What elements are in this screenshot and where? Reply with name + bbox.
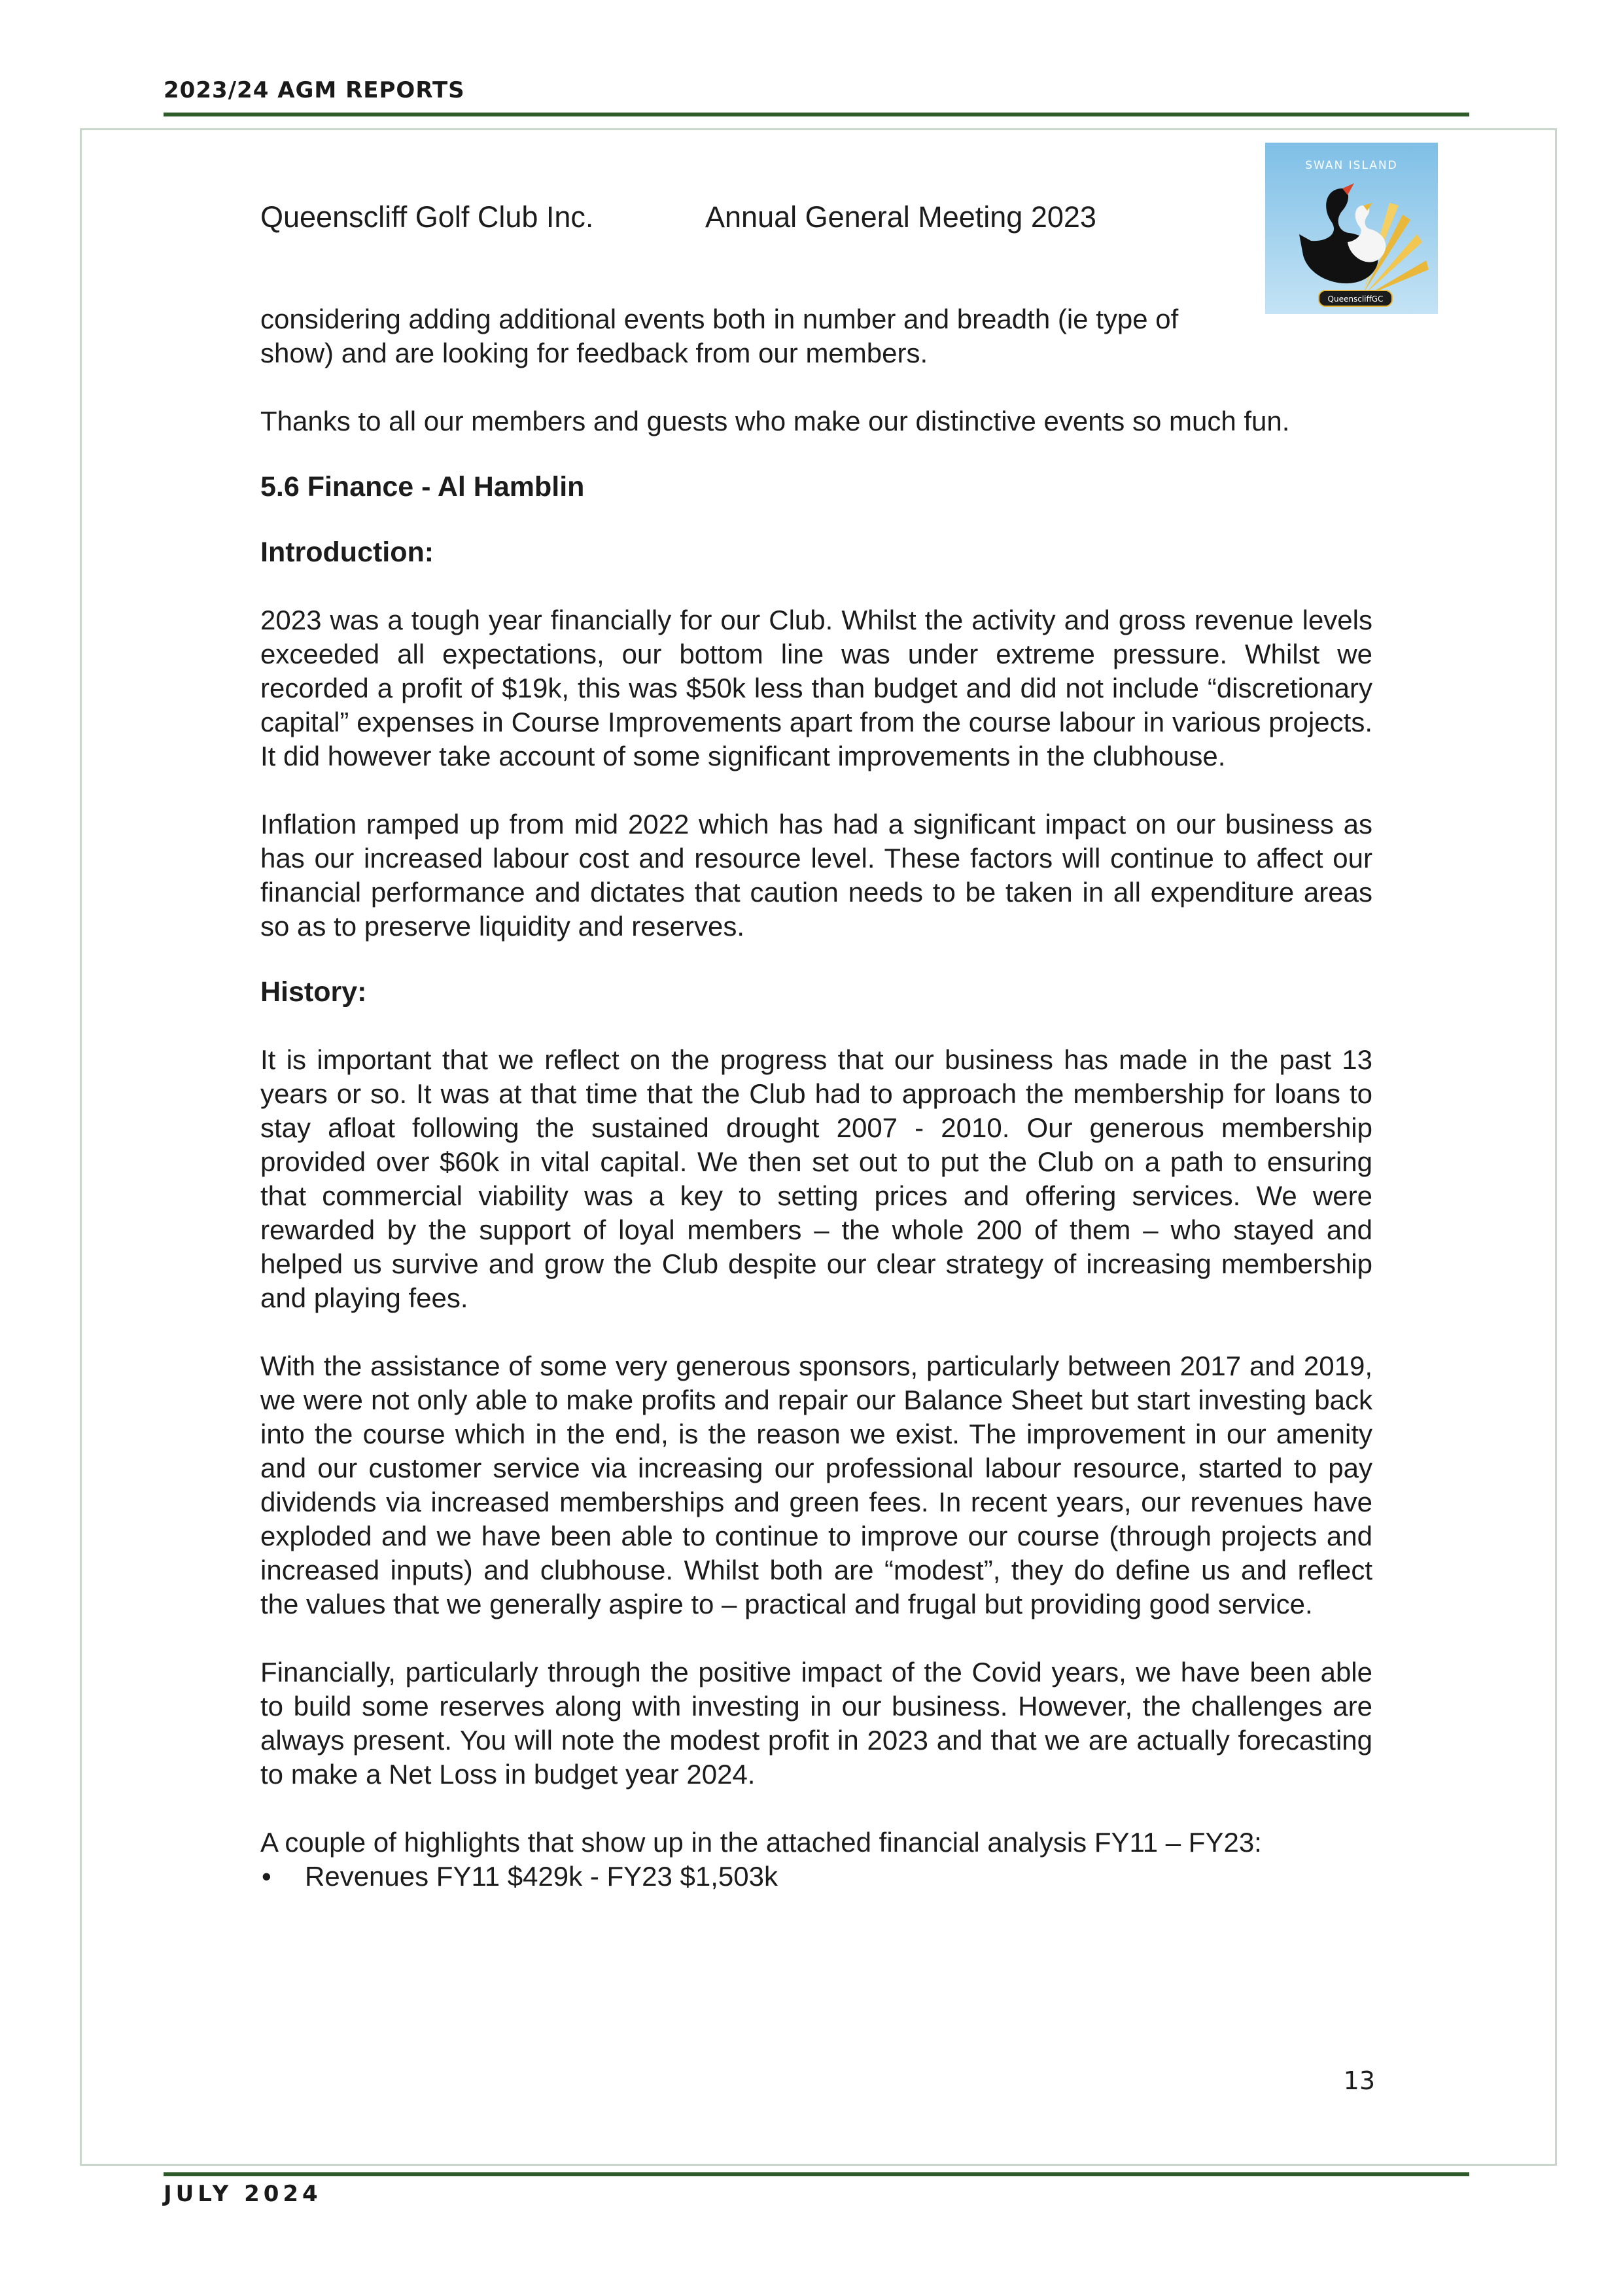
- page-number: 13: [1343, 2066, 1375, 2095]
- swan-island-logo: [1265, 143, 1438, 314]
- list-item: [260, 1860, 1372, 1894]
- history-paragraph-1: It is important that we reflect on the progress that our business has made in the past 13 years or so. It was at that time that the Club had to approach the membership for loans to stay afloat following the sustained drought 2007 - 2010. Our generous membership provided over $60k in vital capital. We then set out to put the Club on a path to ensuring that commercial viability was a key to setting prices and offering services. We were rewarded by the support of loyal members – the whole 200 of them – who stayed and helped us survive and grow the Club despite our clear strategy of increasing membership and playing fees.: [260, 1044, 1372, 1313]
- bullet-icon: •: [262, 1861, 271, 1892]
- highlights-intro: A couple of highlights that show up in the attached financial analysis FY11 – FY23:: [260, 1827, 1262, 1858]
- logo-bottom-text: QueenscliffGC: [1327, 294, 1384, 304]
- thanks-paragraph: Thanks to all our members and guests who make our distinctive events so much fun.: [260, 406, 1290, 436]
- footer-rule: [164, 2172, 1469, 2176]
- header-rule: [164, 113, 1469, 116]
- organization-name: Queenscliff Golf Club Inc.: [260, 200, 594, 234]
- introduction-paragraph-1: 2023 was a tough year financially for our Club. Whilst the activity and gross revenue levels exceeded all expectations, our bottom line was under extreme pressure. Whilst we recorded a profit of $19k, this was $50k less than budget and did not include “discretionary capital” expenses in Course Improvements apart from the course labour in various projects. It did however take account of some significant improvements in the clubhouse.: [260, 605, 1372, 771]
- section-title: 5.6 Finance - Al Hamblin: [260, 471, 585, 503]
- footer-date: JULY 2024: [164, 2181, 322, 2207]
- highlights-list: [260, 1860, 1372, 1894]
- report-body: [260, 302, 1372, 1894]
- history-paragraph-2: With the assistance of some very generous sponsors, particularly between 2017 and 2019, we were not only able to make profits and repair our Balance Sheet but start investing back into the course which in the end, is the reason we exist. The improvement in our amenity and our customer service via increasing our professional labour resource, started to pay dividends via increased memberships and green fees. In recent years, our revenues have exploded and we have been able to continue to improve our course (through projects and increased inputs) and clubhouse. Whilst both are “modest”, they do define us and reflect the values that we generally aspire to – practical and frugal but providing good service.: [260, 1351, 1372, 1619]
- running-header: 2023/24 AGM REPORTS: [164, 77, 465, 103]
- history-heading: History:: [260, 976, 367, 1008]
- intro-continuation: considering adding additional events both in number and breadth (ie type of show) and are looking for feedback from our members.: [260, 304, 1179, 368]
- introduction-heading: Introduction:: [260, 537, 434, 568]
- history-paragraph-3: Financially, particularly through the positive impact of the Covid years, we have been able to build some reserves along with investing in our business. However, the challenges are always present. You will note the modest profit in 2023 and that we are actually forecasting to make a Net Loss in budget year 2024.: [260, 1657, 1372, 1790]
- meeting-title: Annual General Meeting 2023: [705, 200, 1096, 234]
- highlight-text: Revenues FY11 $429k - FY23 $1,503k: [305, 1861, 778, 1892]
- logo-top-text: SWAN ISLAND: [1305, 159, 1398, 172]
- introduction-paragraph-2: Inflation ramped up from mid 2022 which has had a significant impact on our business as has our increased labour cost and resource level. These factors will continue to affect our financial performance and dictates that caution needs to be taken in all expenditure areas so as to preserve liquidity and reserves.: [260, 809, 1372, 942]
